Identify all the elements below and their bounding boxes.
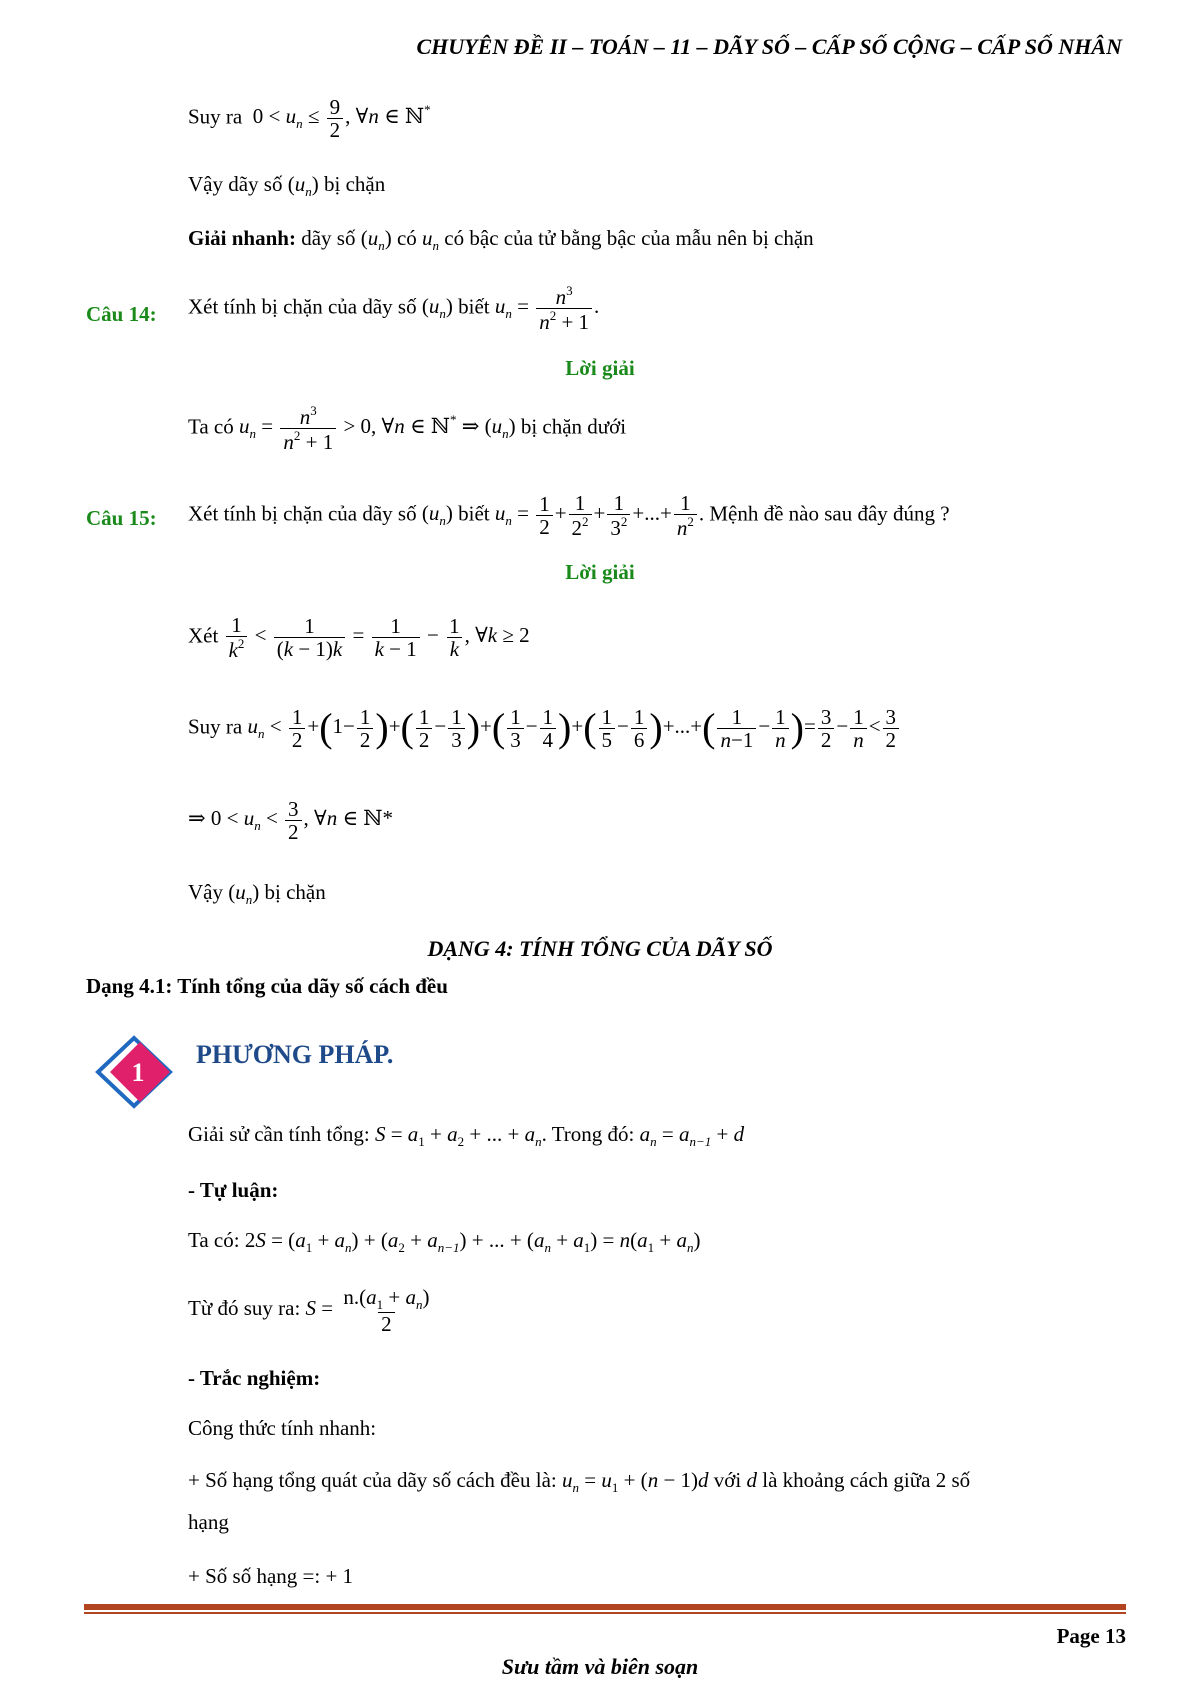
q14-ta-co: Ta có bbox=[188, 414, 234, 439]
trac-nghiem-label: - Trắc nghiệm: bbox=[188, 1366, 321, 1390]
ta-co-formula: $2S = (a_1 + a_n) + (a_2 + a_{n-1})$ + ... + $(a_n + a_1) = n(a_1 + a_n)$ bbox=[244, 1228, 701, 1255]
q14-text: Xét tính bị chặn của dãy số bbox=[188, 294, 417, 319]
tu-luan-label: - Tự luận: bbox=[188, 1178, 279, 1202]
q15-xet-line bbox=[188, 614, 530, 661]
q15-sum-formula: $u_n$ < $\frac{1}{2}$ +(1− $\frac{1}{2}$ )+( $\frac{1}{2}$ − $\frac{1}{3}$ )+( $\frac{1}{3}$ − $\frac{1}{4}$ )+( $\frac{1}{5}$ − $\frac{1}{6}$ )+...+( $\frac{1}{n-1}$ − $\frac{1}{n}$ )= $\frac{3}{2}$ − $\frac{1}{n}$ < $\frac{3}{2}$ bbox=[248, 714, 902, 738]
q14-label: Câu 14: bbox=[86, 302, 157, 326]
footer-rule-thin bbox=[84, 1612, 1126, 1614]
q15-seq: $(u_n)$ bbox=[421, 501, 453, 529]
q15-bi-chan: bị chặn bbox=[264, 880, 326, 904]
so-hang-line bbox=[188, 1468, 970, 1496]
badge-number: 1 bbox=[131, 1058, 145, 1087]
giai-nhanh-label: Giải nhanh: bbox=[188, 226, 296, 250]
q15-formula: $u_n$ = $\frac{1}{2}$ + $\frac{1}{2^2}$ + $\frac{1}{3^2}$ +...+ $\frac{1}{n^2}$ bbox=[495, 501, 699, 525]
q15-suy-ra: Suy ra bbox=[188, 714, 243, 739]
prev-giai-nhanh-line bbox=[188, 226, 814, 254]
giai-nhanh-a: dãy số bbox=[301, 226, 356, 250]
q15-suy-ra-line bbox=[188, 706, 901, 751]
q15-loi-giai: Lời giải bbox=[565, 560, 635, 584]
q15-menh-de: . Mệnh đề nào sau đây đúng ? bbox=[698, 501, 950, 526]
q14-solution-formula: $u_n$ = $\frac{n^3}{n^2 + 1}$ > 0, ∀n ∈ ℕ* ⇒ $(u_n)$ bbox=[239, 403, 521, 455]
gia-su-line bbox=[188, 1122, 744, 1150]
so-hang-formula: $u_n = u_1 + (n - 1)d$ bbox=[562, 1468, 709, 1495]
ta-co-line bbox=[188, 1228, 700, 1256]
footer-credit: Sưu tầm và biên soạn bbox=[501, 1654, 699, 1679]
dang4-heading: DẠNG 4: TÍNH TỔNG CỦA DÃY SỐ bbox=[427, 936, 773, 961]
prev-vay-text: Vậy dãy số bbox=[188, 172, 283, 196]
footer-rule-thick bbox=[84, 1604, 1126, 1610]
so-hang-a: + Số hạng tổng quát của dãy số cách đều là: bbox=[188, 1468, 557, 1492]
q14-statement bbox=[188, 284, 599, 333]
prev-sequence-symbol: $(u_n)$ bbox=[287, 172, 319, 199]
q14-bi-chan-duoi: bị chặn dưới bbox=[520, 414, 627, 439]
q14-formula: $u_n$ = $\frac{n^3}{n^2 + 1}$ . bbox=[494, 283, 600, 335]
giai-nhanh-seq: $(u_n)$ bbox=[360, 226, 392, 253]
so-hang-d: hạng bbox=[188, 1510, 229, 1534]
page-number: Page 13 bbox=[1056, 1624, 1126, 1648]
q15-biet: biết bbox=[458, 501, 490, 526]
q15-xet-formula: $\frac{1}{k^2}$ < $\frac{1}{(k - 1)k}$ = $\frac{1}{k - 1}$ − $\frac{1}{k}$ , ∀k ≥ 2 bbox=[224, 623, 530, 647]
q14-solution-line bbox=[188, 404, 626, 453]
tu-do-line bbox=[188, 1286, 434, 1335]
tu-do-text: Từ đó suy ra: bbox=[188, 1296, 301, 1321]
trong-do-formula: $a_n = a_{n-1} + d$ bbox=[639, 1122, 745, 1149]
giai-nhanh-un: $u_n$ bbox=[422, 226, 440, 253]
q14-loi-giai: Lời giải bbox=[565, 356, 635, 380]
gia-su-formula: $S = a_1 + a_2$ + ... + $a_n$ bbox=[374, 1122, 542, 1149]
tu-do-formula: S = $\frac{n.(a_1 + a_n)}{2}$ bbox=[305, 1285, 430, 1336]
giai-nhanh-b: có bbox=[396, 226, 417, 250]
prev-vay-line bbox=[188, 172, 385, 200]
prev-bound-formula: $0 < u_n$ ≤ $\frac{9}{2}$ , ∀n ∈ ℕ* bbox=[252, 95, 431, 143]
so-hang-b: với bbox=[713, 1468, 742, 1492]
q14-seq: $(u_n)$ bbox=[421, 294, 453, 322]
prev-bi-chan-text: bị chặn bbox=[323, 172, 386, 196]
prev-suy-ra-text: Suy ra bbox=[188, 104, 243, 129]
q15-vay-line bbox=[188, 880, 326, 908]
so-hang-d-symbol: d bbox=[746, 1468, 757, 1492]
q15-statement bbox=[188, 492, 950, 539]
dang4-sub-heading: Dạng 4.1: Tính tổng của dãy số cách đều bbox=[86, 974, 448, 998]
trong-do-text: . Trong đó: bbox=[541, 1122, 635, 1146]
ta-co-text: Ta có: bbox=[188, 1228, 240, 1252]
so-hang-c: là khoảng cách giữa 2 số bbox=[762, 1468, 971, 1492]
phuong-phap-title: PHƯƠNG PHÁP. bbox=[196, 1040, 394, 1069]
q15-label: Câu 15: bbox=[86, 506, 157, 530]
prev-suy-ra-line bbox=[188, 96, 431, 141]
page-header: CHUYÊN ĐỀ II – TOÁN – 11 – DÃY SỐ – CẤP SỐ CỘNG – CẤP SỐ NHÂN bbox=[416, 34, 1122, 59]
q15-text: Xét tính bị chặn của dãy số bbox=[188, 501, 417, 526]
q15-vay-seq: $(u_n)$ bbox=[228, 880, 260, 907]
q14-biet: biết bbox=[458, 294, 490, 319]
q15-xet: Xét bbox=[188, 623, 219, 648]
q15-vay: Vậy bbox=[188, 880, 223, 904]
so-so-hang: + Số số hạng =: + 1 bbox=[188, 1564, 354, 1588]
giai-nhanh-c: có bậc của tử bằng bậc của mẫu nên bị chặn bbox=[444, 226, 814, 250]
gia-su-text: Giải sử cần tính tổng: bbox=[188, 1122, 370, 1146]
q15-conclusion-formula: ⇒ $0 < u_n$ < $\frac{3}{2}$ , ∀n ∈ ℕ* bbox=[188, 797, 393, 845]
section-number-badge bbox=[84, 1030, 184, 1114]
cong-thuc-text: Công thức tính nhanh: bbox=[188, 1416, 377, 1440]
